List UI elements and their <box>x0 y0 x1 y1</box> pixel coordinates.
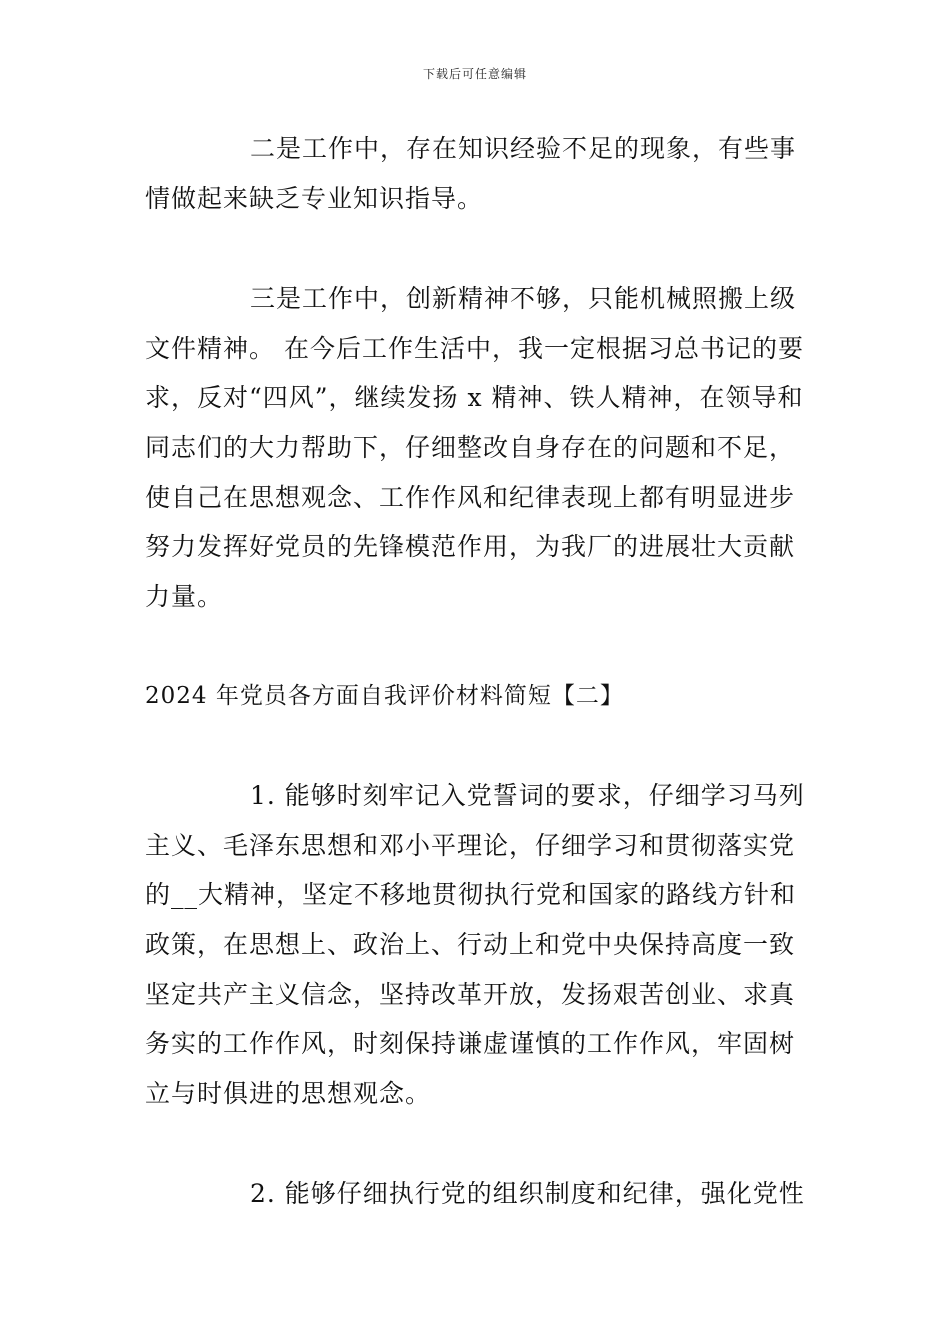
paragraph-line: 努力发挥好党员的先锋模范作用，为我厂的进展壮大贡献 <box>145 532 796 561</box>
paragraph-line: 务实的工作作风，时刻保持谦虚谨慎的工作作风，牢固树 <box>145 1029 796 1058</box>
paragraph-line: 情做起来缺乏专业知识指导。 <box>145 184 484 213</box>
paragraph-line: 三是工作中，创新精神不够，只能机械照搬上级 <box>250 284 797 313</box>
paragraph-line: 二是工作中，存在知识经验不足的现象，有些事 <box>250 134 797 163</box>
paragraph-line: 同志们的大力帮助下，仔细整改自身存在的问题和不足， <box>145 433 796 462</box>
paragraph-line: 求，反对“四风”，继续发扬 x 精神、铁人精神，在领导和 <box>145 383 804 412</box>
paragraph-line: 文件精神。 在今后工作生活中，我一定根据习总书记的要 <box>145 334 804 363</box>
paragraph-line: 的__大精神，坚定不移地贯彻执行党和国家的路线方针和 <box>145 880 797 909</box>
download-note: 下载后可任意编辑 <box>422 67 527 81</box>
paragraph-line: 使自己在思想观念、工作作风和纪律表现上都有明显进步 <box>145 483 796 512</box>
paragraph-line: 力量。 <box>145 582 224 611</box>
paragraph-line: 1. 能够时刻牢记入党誓词的要求，仔细学习马列 <box>250 781 805 810</box>
paragraph-line: 主义、毛泽东思想和邓小平理论，仔细学习和贯彻落实党 <box>145 831 796 860</box>
paragraph-line: 2. 能够仔细执行党的组织制度和纪律，强化党性 <box>250 1179 805 1208</box>
paragraph-line: 立与时俱进的思想观念。 <box>145 1079 432 1108</box>
paragraph-line: 政策，在思想上、政治上、行动上和党中央保持高度一致 <box>145 930 796 959</box>
section-heading: 2024 年党员各方面自我评价材料简短【二】 <box>145 683 624 709</box>
paragraph-line: 坚定共产主义信念，坚持改革开放，发扬艰苦创业、求真 <box>145 980 796 1009</box>
